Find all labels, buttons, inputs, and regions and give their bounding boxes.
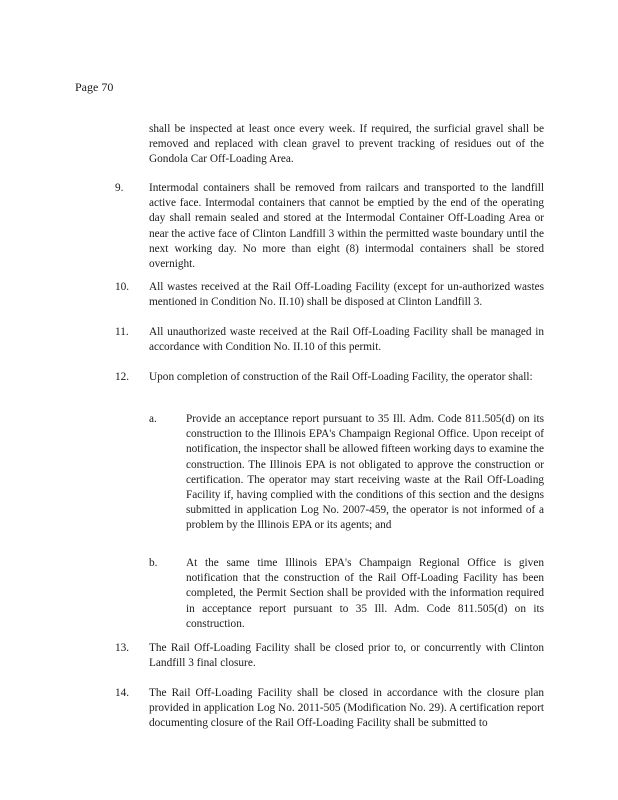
subitem-letter: b.: [149, 557, 158, 569]
page-number: Page 70: [75, 80, 114, 94]
item-number: 13.: [115, 642, 130, 654]
item-number: 14.: [115, 687, 130, 699]
item-text: Upon completion of construction of the Rail Off-Loading Facility, the operator shall:: [149, 371, 533, 383]
item-text: The Rail Off-Loading Facility shall be closed prior to, or concurrently with Clinton Landfill 3 final closure.: [149, 642, 544, 670]
item-text: Intermodal containers shall be removed from railcars and transported to the landfill active face. Intermodal containers that cannot be emptied by the end of the operating day shall remain sealed and stored at the Intermodal Container Off-Loading Area or near the active face of Clinton Landfill 3 within the permitted waste boundary until the next working day. No more than eight (8) intermodal containers shall be stored overnight.: [149, 182, 544, 271]
item-text: All wastes received at the Rail Off-Loading Facility (except for un-authorized wastes mentioned in Condition No. II.10) shall be disposed at Clinton Landfill 3.: [149, 281, 544, 309]
item-number: 12.: [115, 371, 130, 383]
subitem-text: At the same time Illinois EPA's Champaign Regional Office is given notification that the construction of the Rail Off-Loading Facility has been completed, the Permit Section shall be provided with the information required in acceptance report pursuant to 35 Ill. Adm. Code 811.505(d) on its construction.: [186, 557, 544, 630]
item-number: 11.: [115, 326, 129, 338]
item-number: 9.: [115, 182, 124, 194]
item-text: All unauthorized waste received at the Rail Off-Loading Facility shall be managed in accordance with Condition No. II.10 of this permit.: [149, 326, 544, 354]
subitem-text: Provide an acceptance report pursuant to 35 Ill. Adm. Code 811.505(d) on its construction to the Illinois EPA's Champaign Regional Office. Upon receipt of notification, the inspector shall be allowed fifteen working days to examine the construction. The Illinois EPA is not obligated to approve the construction or certification. The operator may start receiving waste at the Rail Off-Loading Facility if, having complied with the conditions of this section and the designs submitted in application Log No. 2007-459, the operator is not informed of a problem by the Illinois EPA or its agents; and: [186, 413, 544, 532]
item-number: 10.: [115, 281, 130, 293]
subitem-letter: a.: [149, 413, 157, 425]
item-text: The Rail Off-Loading Facility shall be closed in accordance with the closure plan provided in application Log No. 2011-505 (Modification No. 29). A certification report documenting closure of the Rail Off-Loading Facility shall be submitted to: [149, 687, 544, 730]
continuation-paragraph: shall be inspected at least once every week. If required, the surficial gravel shall be removed and replaced with clean gravel to prevent tracking of residues out of the Gondola Car Off-Loading Area.: [149, 123, 544, 166]
